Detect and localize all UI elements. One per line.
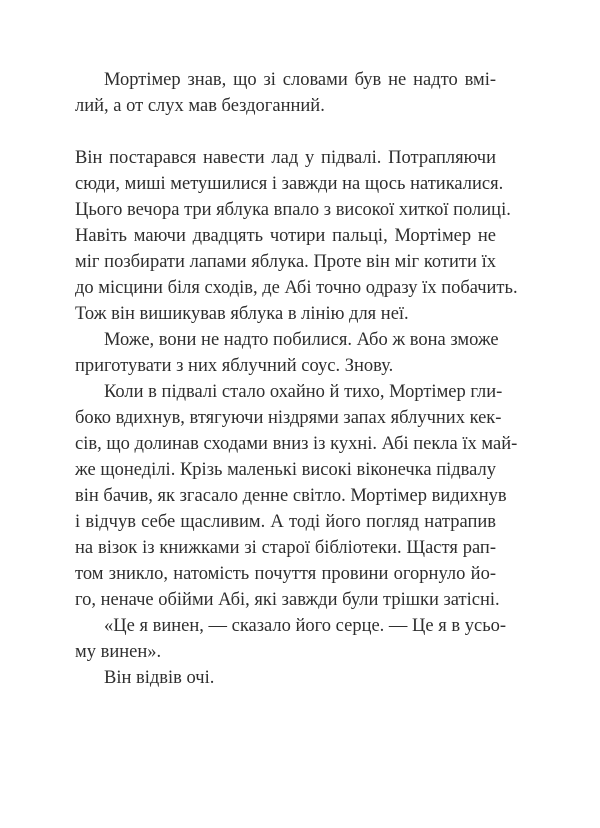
- text-line: боко вдихнув, втягуючи ніздрями запах яблучних кек-: [75, 408, 502, 428]
- paragraph: [75, 613, 507, 665]
- book-page-text: [75, 67, 518, 691]
- paragraph: [75, 665, 496, 691]
- paragraph: [75, 145, 518, 327]
- text-line: Навіть маючи двадцять чотири пальці, Мортімер не: [75, 226, 496, 246]
- text-line: том зникло, натомість почуття провини огорнуло йо-: [75, 564, 496, 584]
- text-line: міг позбирати лапами яблука. Проте він міг котити їх: [75, 252, 496, 272]
- text-line: Коли в підвалі стало охайно й тихо, Мортімер гли-: [104, 382, 503, 402]
- text-line: сів, що долинав сходами вниз із кухні. Абі пекла їх май-: [75, 434, 518, 454]
- text-line: і відчув себе щасливим. А тоді його погляд натрапив: [75, 512, 496, 532]
- text-line: до місцини біля сходів, де Абі точно одразу їх побачить.: [75, 278, 518, 298]
- text-line: Тож він вишикував яблука в лінію для неї.: [75, 304, 409, 324]
- text-line: Він відвів очі.: [104, 668, 215, 688]
- text-line: го, неначе обійми Абі, які завжди були трішки затісні.: [75, 590, 500, 610]
- paragraph: [75, 379, 518, 613]
- text-line: сюди, миші метушилися і завжди на щось натикалися.: [75, 174, 504, 194]
- paragraph: [75, 327, 499, 379]
- paragraph-gap: [75, 119, 496, 145]
- text-line: Він постарався навести лад у підвалі. Потрапляючи: [75, 148, 496, 168]
- text-line: Цього вечора три яблука впало з високої хиткої полиці.: [75, 200, 511, 220]
- text-line: лий, а от слух мав бездоганний.: [75, 96, 325, 116]
- text-line: Може, вони не надто побилися. Або ж вона зможе: [104, 330, 499, 350]
- text-line: приготувати з них яблучний соус. Знову.: [75, 356, 394, 376]
- text-line: на візок із книжками зі старої бібліотеки. Щастя рап-: [75, 538, 496, 558]
- text-line: Мортімер знав, що зі словами був не надто вмі-: [104, 70, 496, 90]
- text-line: «Це я винен, — сказало його серце. — Це я в усьо-: [104, 616, 507, 636]
- text-line: же щонеділі. Крізь маленькі високі віконечка підвалу: [75, 460, 496, 480]
- paragraph: [75, 67, 496, 119]
- text-line: му винен».: [75, 642, 162, 662]
- text-line: він бачив, як згасало денне світло. Мортімер видихнув: [75, 486, 507, 506]
